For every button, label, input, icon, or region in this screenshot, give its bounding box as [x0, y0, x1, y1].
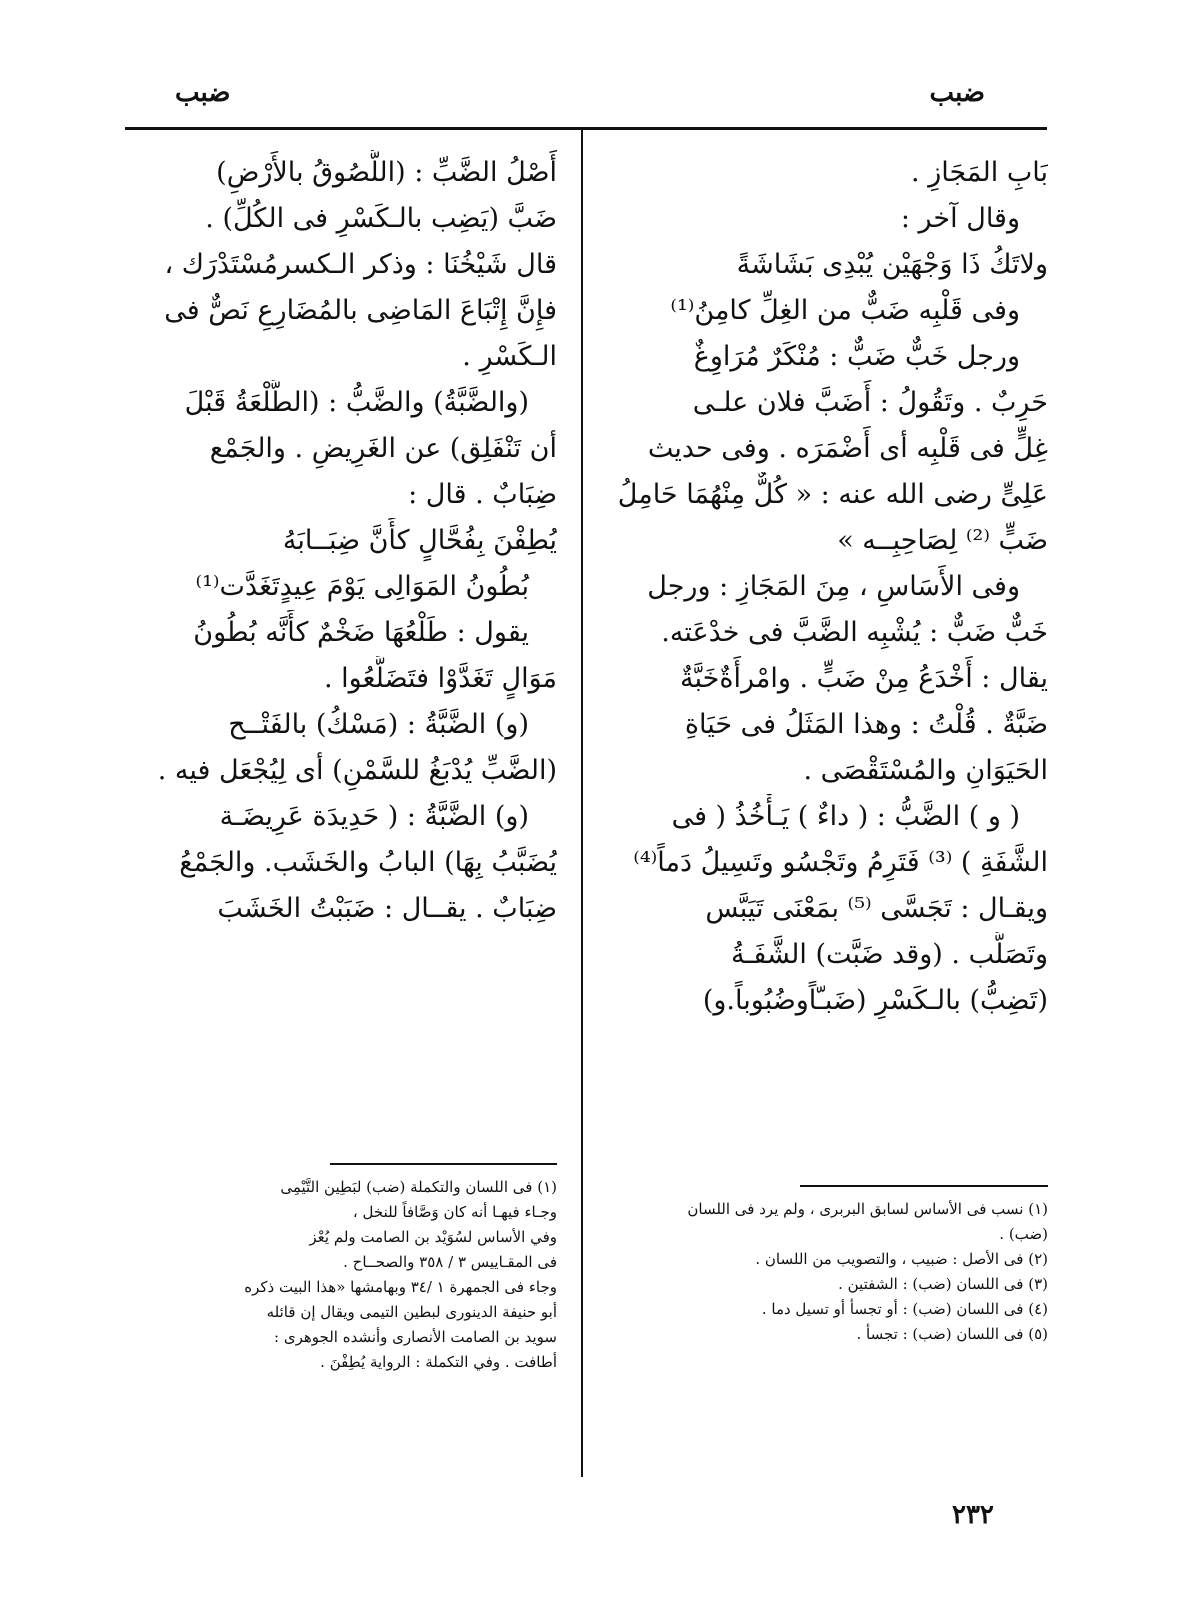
- footnote-line: (٢) فى الأصل : ضبيب ، والتصويب من اللسان .: [755, 1250, 1048, 1268]
- text-line: حَرِبٌ . وتَقُولُ : أَضَبَّ فلان علـى: [692, 387, 1048, 418]
- text-line: وفى الأَسَاسِ ، مِنَ المَجَازِ : ورجل: [647, 571, 1020, 602]
- right-column: [608, 150, 1048, 1024]
- text-line: الحَيَوَانِ والمُسْتَقْصَى .: [803, 755, 1048, 786]
- text-line: يُضَبَّبُ بِهَا) البابُ والخَشَب. والجَمْعُ: [179, 847, 557, 878]
- running-header-left: ضبب: [175, 78, 231, 108]
- left-column: [125, 150, 557, 932]
- footnote-line: سويد بن الصامت الأنصارى وأنشده الجوهرى :: [274, 1328, 557, 1346]
- text-line: ولاتَكُ ذَا وَجْهَيْن يُبْدِى بَشَاشَةً: [736, 249, 1048, 280]
- text-line: قال شَيْخُنَا : وذكر الـكسرمُسْتَدْرَك ،: [164, 249, 557, 280]
- footnote-line: (٥) فى اللسان (ضب) : تجسأ .: [856, 1325, 1048, 1343]
- text-line: الـكَسْرِ .: [462, 341, 557, 372]
- text-line: ( و ) الضَّبُّ : ( داءٌ ) يَـأْخُذُ ( فى: [671, 801, 1020, 832]
- footnote-line: وجاء فى الجمهرة ١ /٣٤ وبهامشها «هذا البيت ذكره: [244, 1278, 557, 1296]
- footnotes-right: [608, 1197, 1048, 1347]
- text-line: وفى قَلْبِه ضَبٌّ من الغِلِّ كامِنُ⁽¹⁾: [670, 295, 1020, 326]
- footnote-line: (٤) فى اللسان (ضب) : أو تجسأ أو تسيل دما .: [761, 1300, 1048, 1318]
- column-divider: [581, 127, 583, 1477]
- text-line: وتَصَلَّب . (وقد ضَبَّت) الشَّفَـةُ: [731, 939, 1048, 970]
- text-line: الشَّفَةِ ) ⁽³⁾ فَتَرِمُ وتَجْسُو وتَسِيلُ دَماً⁽⁴⁾: [633, 847, 1048, 878]
- text-line: (تَضِبُّ) بالـكَسْرِ (ضَبـّاًوضُبُوباً.و): [702, 985, 1048, 1016]
- footnotes-left: [125, 1175, 557, 1375]
- text-line: عَلِىٍّ رضى الله عنه : « كُلٌّ مِنْهُمَا حَامِلُ: [617, 479, 1048, 510]
- page-number: ٢٣٢: [952, 1500, 994, 1530]
- text-line: ضَبَّةٌ . قُلْتُ : وهذا المَثَلُ فى حَيَاةِ: [684, 709, 1048, 740]
- text-line: يقول : طَلْعُهَا ضَخْمٌ كأَنَّه بُطُونُ: [193, 617, 529, 648]
- running-header-right: ضبب: [929, 78, 985, 108]
- text-line: غِلٍّ فى قَلْبِه أى أَضْمَرَه . وفى حديث: [647, 433, 1048, 464]
- text-line: ضِبَابٌ . يقــال : ضَبَبْتُ الخَشَبَ: [217, 893, 557, 924]
- text-line: ضِبَابٌ . قال :: [408, 479, 557, 510]
- text-line: (و) الضَّبَّةُ : ( حَدِيدَة عَرِيضَـة: [219, 801, 529, 832]
- text-line: (الضَّبِّ يُدْبَغُ للسَّمْنِ) أى لِيُجْعَل فيه .: [157, 755, 557, 786]
- footnote-rule-right: [800, 1185, 1048, 1187]
- footnote-line: (٣) فى اللسان (ضب) : الشفتين .: [838, 1275, 1048, 1293]
- text-line: فإِنَّ إِتْبَاعَ المَاضِى بالمُضَارِعِ نَصٌّ فى: [164, 295, 557, 326]
- text-line: أن تَنْفَلِق) عن الغَرِيضِ . والجَمْع: [209, 433, 557, 464]
- footnote-line: فى المقـاييس ٣ / ٣٥٨ والصحــاح .: [343, 1253, 557, 1271]
- footnote-line: (١) نسب فى الأساس لسابق البربرى ، ولم يرد فى اللسان: [687, 1200, 1048, 1218]
- text-line: (و) الضَّبَّةُ : (مَسْكُ) بالفَتْــح: [228, 709, 529, 740]
- text-line: يُطِفْنَ بِفُحَّالٍ كأَنَّ ضِبَــابَهُ: [282, 525, 557, 556]
- text-line: ضَبٍّ ⁽²⁾ لِصَاحِبِــه »: [837, 525, 1048, 556]
- text-line: وقال آخر :: [900, 203, 1020, 234]
- text-line: أَصْلُ الضَّبِّ : (اللُّصُوقُ بالأَرْضِ): [216, 157, 557, 188]
- text-line: بَابِ المَجَازِ .: [911, 157, 1048, 188]
- text-line: خَبٌّ ضَبٌّ : يُشْبِه الضَّبَّ فى خدْعَته.: [661, 617, 1048, 648]
- text-line: (والضَّبَّةُ) والضَّبُّ : (الطَّلْعَةُ قَبْلَ: [184, 387, 529, 418]
- text-line: ضَبَّ (يَضِب بالـكَسْرِ فى الكُلِّ) .: [205, 203, 557, 234]
- header-rule: [125, 127, 1047, 130]
- footnote-line: وجـاء فيهـا أنه كان وَصَّافاً للنخل ،: [352, 1203, 557, 1221]
- footnote-line: (١) فى اللسان والتكملة (ضب) لبَطِين التَّيْمِى: [280, 1178, 557, 1196]
- text-line: مَوَالٍ تَغَدَّوْا فتَضَلَّعُوا .: [324, 663, 557, 694]
- footnote-line: وفي الأساس لسُوَيْد بن الصامت ولم يُعْز: [309, 1228, 557, 1246]
- text-line: ورجل خَبٌّ ضَبٌّ : مُنْكَرٌ مُرَاوِغٌ: [693, 341, 1020, 372]
- footnote-line: (ضب) .: [999, 1225, 1048, 1243]
- footnote-rule-left: [330, 1163, 557, 1165]
- text-line: ويقـال : تَجَسَّى ⁽⁵⁾ بمَعْنَى تَيَبَّس: [705, 893, 1048, 924]
- footnote-line: أبو حنيفة الدينورى لبطين التيمى ويقال إن قائله: [266, 1303, 557, 1321]
- text-line: بُطُونُ المَوَالِى يَوْمَ عِيدٍتَغَدَّت⁽¹⁾: [195, 571, 529, 602]
- text-line: يقال : أَخْدَعُ مِنْ ضَبٍّ . وامْرأَةٌخَبَّةٌ: [680, 663, 1048, 694]
- footnote-line: أطافت . وفي التكملة : الرواية يُطِفْنَ .: [320, 1353, 557, 1371]
